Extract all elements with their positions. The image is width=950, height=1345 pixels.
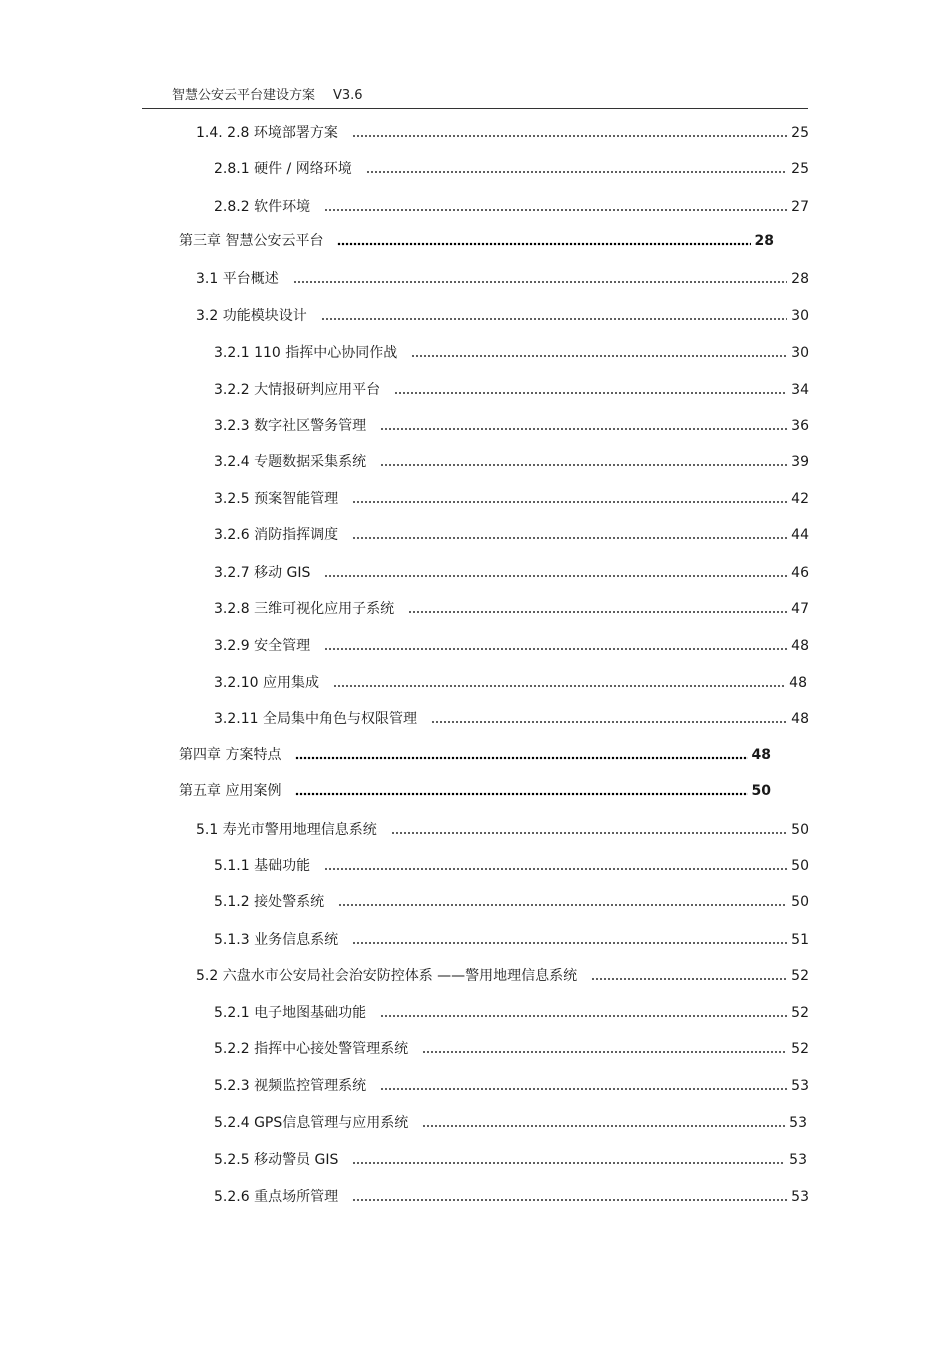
toc-entry-page: 51	[791, 932, 809, 948]
toc-entry-page: 28	[791, 271, 809, 287]
toc-leader	[380, 1012, 787, 1018]
toc-entry-page: 48	[751, 747, 771, 763]
toc-chapter-entry[interactable]	[179, 745, 771, 765]
toc-entry-label: 3.2.8 三维可视化应用子系统	[214, 601, 395, 617]
toc-entry-label: 5.2.6 重点场所管理	[214, 1189, 339, 1205]
toc-entry-page: 53	[791, 1189, 809, 1205]
toc-entry[interactable]	[196, 269, 809, 289]
toc-entry-page: 42	[791, 491, 809, 507]
toc-entry[interactable]	[214, 197, 809, 217]
toc-leader	[380, 461, 787, 467]
document-title: 智慧公安云平台建设方案	[172, 88, 316, 103]
toc-entry-page: 25	[791, 125, 809, 141]
toc-entry[interactable]	[214, 1150, 807, 1170]
toc-entry[interactable]	[214, 159, 809, 179]
toc-entry[interactable]	[196, 306, 809, 326]
toc-entry-label: 3.2.4 专题数据采集系统	[214, 454, 367, 470]
toc-leader	[352, 534, 787, 540]
toc-entry-page: 36	[791, 418, 809, 434]
toc-entry-page: 44	[791, 527, 809, 543]
toc-entry-page: 46	[791, 565, 809, 581]
toc-entry-label: 第五章 应用案例	[179, 783, 282, 799]
toc-entry-page: 53	[789, 1152, 807, 1168]
toc-leader	[411, 352, 787, 358]
toc-entry-label: 2.8.2 软件环境	[214, 199, 311, 215]
toc-leader	[380, 1085, 787, 1091]
toc-entry-label: 5.2 六盘水市公安局社会治安防控体系 ——警用地理信息系统	[196, 968, 578, 984]
toc-entry-page: 34	[791, 382, 809, 398]
toc-leader	[337, 240, 750, 246]
toc-leader	[324, 645, 787, 651]
toc-entry-page: 52	[791, 1005, 809, 1021]
toc-leader	[352, 1196, 787, 1202]
toc-leader	[352, 939, 787, 945]
toc-entry-label: 第三章 智慧公安云平台	[179, 233, 324, 249]
toc-chapter-entry[interactable]	[179, 781, 771, 801]
toc-entry-page: 30	[791, 345, 809, 361]
toc-entry[interactable]	[214, 1039, 809, 1059]
toc-entry-page: 39	[791, 454, 809, 470]
toc-leader	[324, 572, 787, 578]
toc-leader	[591, 975, 787, 981]
toc-entry[interactable]	[214, 452, 809, 472]
toc-leader	[366, 168, 787, 174]
toc-entry-page: 28	[754, 233, 774, 249]
toc-entry[interactable]	[214, 380, 809, 400]
toc-leader	[295, 790, 747, 796]
toc-leader	[333, 682, 785, 688]
toc-entry-label: 3.2.6 消防指挥调度	[214, 527, 339, 543]
toc-leader	[422, 1122, 785, 1128]
toc-leader	[352, 498, 787, 504]
toc-entry[interactable]	[214, 489, 809, 509]
toc-entry-page: 53	[789, 1115, 807, 1131]
toc-entry[interactable]	[214, 525, 809, 545]
toc-entry-page: 50	[791, 858, 809, 874]
toc-entry[interactable]	[214, 1187, 809, 1207]
toc-entry-page: 52	[791, 968, 809, 984]
document-version: V3.6	[333, 88, 363, 103]
toc-leader	[338, 901, 787, 907]
toc-chapter-entry[interactable]	[179, 231, 774, 251]
toc-entry-page: 30	[791, 308, 809, 324]
toc-leader	[422, 1048, 787, 1054]
toc-leader	[394, 389, 787, 395]
toc-leader	[380, 425, 787, 431]
toc-entry-label: 3.2.7 移动 GIS	[214, 565, 311, 581]
toc-entry-label: 5.2.4 GPS信息管理与应用系统	[214, 1115, 409, 1131]
toc-entry[interactable]	[214, 1076, 809, 1096]
toc-entry-label: 3.1 平台概述	[196, 271, 279, 287]
toc-entry-label: 5.2.2 指挥中心接处警管理系统	[214, 1041, 409, 1057]
toc-entry-label: 3.2.11 全局集中角色与权限管理	[214, 711, 417, 727]
toc-entry-label: 5.1.1 基础功能	[214, 858, 311, 874]
toc-entry-page: 48	[791, 638, 809, 654]
toc-entry[interactable]	[214, 930, 809, 950]
toc-entry[interactable]	[196, 820, 809, 840]
toc-entry-label: 3.2.5 预案智能管理	[214, 491, 339, 507]
toc-entry[interactable]	[214, 599, 809, 619]
toc-entry[interactable]	[196, 123, 809, 143]
toc-entry[interactable]	[214, 856, 809, 876]
toc-leader	[352, 132, 787, 138]
toc-leader	[352, 1159, 785, 1165]
toc-leader	[324, 206, 787, 212]
toc-entry-page: 48	[791, 711, 809, 727]
toc-entry-label: 第四章 方案特点	[179, 747, 282, 763]
toc-entry-page: 48	[789, 675, 807, 691]
toc-entry-label: 5.1 寿光市警用地理信息系统	[196, 822, 377, 838]
toc-entry-page: 27	[791, 199, 809, 215]
toc-entry[interactable]	[214, 1113, 807, 1133]
toc-entry[interactable]	[214, 1003, 809, 1023]
toc-entry-page: 50	[751, 783, 771, 799]
toc-entry-label: 3.2.1 110 指挥中心协同作战	[214, 345, 398, 361]
toc-entry[interactable]	[214, 563, 809, 583]
toc-entry-label: 5.2.5 移动警员 GIS	[214, 1152, 339, 1168]
toc-entry[interactable]	[214, 892, 809, 912]
toc-entry-page: 25	[791, 161, 809, 177]
toc-leader	[431, 718, 787, 724]
toc-entry-page: 50	[791, 894, 809, 910]
toc-leader	[293, 278, 787, 284]
toc-leader	[295, 754, 747, 760]
toc-entry[interactable]	[214, 416, 809, 436]
toc-entry-label: 3.2 功能模块设计	[196, 308, 307, 324]
toc-entry-label: 5.2.1 电子地图基础功能	[214, 1005, 367, 1021]
toc-entry-page: 53	[791, 1078, 809, 1094]
toc-entry[interactable]	[214, 343, 809, 363]
toc-entry-label: 3.2.10 应用集成	[214, 675, 319, 691]
toc-entry[interactable]	[214, 673, 807, 693]
toc-entry-page: 47	[791, 601, 809, 617]
toc-entry-label: 3.2.2 大情报研判应用平台	[214, 382, 381, 398]
toc-entry-label: 5.2.3 视频监控管理系统	[214, 1078, 367, 1094]
toc-entry-label: 5.1.2 接处警系统	[214, 894, 325, 910]
toc-entry[interactable]	[196, 966, 809, 986]
toc-leader	[408, 608, 787, 614]
toc-entry-label: 1.4. 2.8 环境部署方案	[196, 125, 338, 141]
toc-leader	[321, 315, 787, 321]
toc-entry-label: 3.2.3 数字社区警务管理	[214, 418, 367, 434]
toc-entry[interactable]	[214, 636, 809, 656]
toc-entry[interactable]	[214, 709, 809, 729]
toc-entry-label: 5.1.3 业务信息系统	[214, 932, 339, 948]
toc-entry-page: 50	[791, 822, 809, 838]
toc-leader	[324, 865, 787, 871]
toc-entry-label: 2.8.1 硬件 / 网络环境	[214, 161, 352, 177]
toc-leader	[391, 829, 787, 835]
toc-entry-label: 3.2.9 安全管理	[214, 638, 311, 654]
toc-entry-page: 52	[791, 1041, 809, 1057]
